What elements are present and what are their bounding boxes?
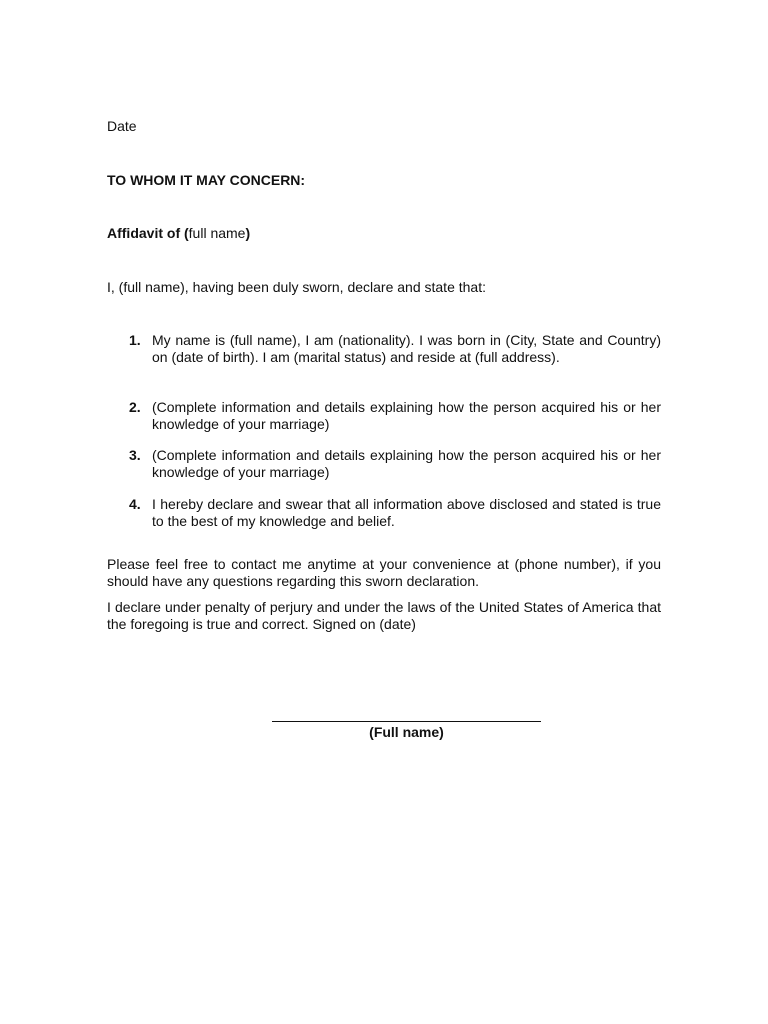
list-item-number: 3.	[129, 447, 141, 463]
affidavit-heading	[107, 225, 250, 242]
intro-statement: I, (full name), having been duly sworn, declare and state that:	[107, 279, 486, 295]
list-item-text: (Complete information and details explaining how the person acquired his or her knowledge of your marriage)	[152, 447, 661, 480]
affidavit-placeholder: full name	[188, 225, 246, 241]
list-item-text: I hereby declare and swear that all information above disclosed and stated is true to the best of my knowledge and belief.	[152, 496, 661, 529]
affidavit-prefix: Affidavit of (	[107, 225, 189, 241]
list-item-number: 1.	[129, 332, 141, 348]
contact-paragraph: Please feel free to contact me anytime at your convenience at (phone number), if you should have any questions regarding this sworn declaration.	[107, 556, 661, 589]
affidavit-suffix: )	[245, 225, 251, 241]
list-item-text: (Complete information and details explaining how the person acquired his or her knowledge of your marriage)	[152, 399, 661, 432]
list-item-number: 4.	[129, 496, 141, 512]
signature-line	[272, 721, 541, 722]
salutation: TO WHOM IT MAY CONCERN:	[107, 172, 306, 188]
list-item-text: My name is (full name), I am (nationality). I was born in (City, State and Country) on (date of birth). I am (marital status) and reside at (full address).	[152, 332, 661, 365]
list-item-number: 2.	[129, 399, 141, 415]
date-label: Date	[107, 118, 137, 134]
signature-name: (Full name)	[369, 724, 444, 740]
perjury-paragraph: I declare under penalty of perjury and under the laws of the United States of America that the foregoing is true and correct. Signed on (date)	[107, 599, 661, 632]
